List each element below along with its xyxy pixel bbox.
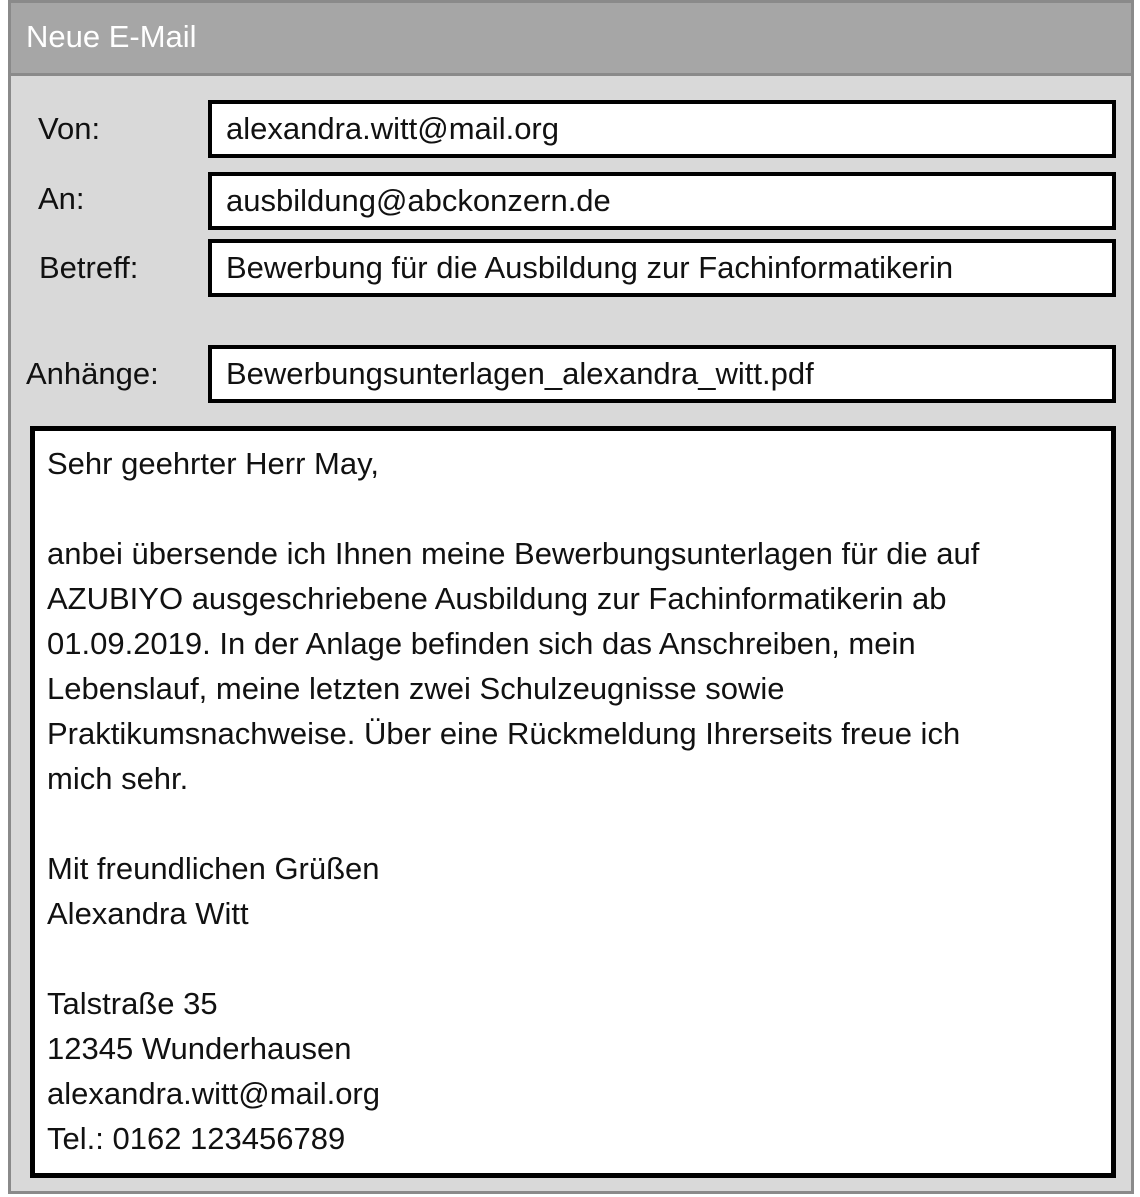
subject-field[interactable] — [208, 239, 1116, 297]
message-line: 01.09.2019. In der Anlage befinden sich das Anschreiben, mein — [47, 626, 916, 661]
title-bar — [11, 3, 1131, 76]
to-field[interactable] — [208, 172, 1116, 230]
blank-line — [47, 936, 1111, 981]
blank-line — [47, 801, 1111, 846]
message-line: AZUBIYO ausgeschriebene Ausbildung zur Fachinformatikerin ab — [47, 581, 947, 616]
window-title: Neue E-Mail — [26, 19, 197, 54]
from-field[interactable] — [208, 100, 1116, 158]
address-line: 12345 Wunderhausen — [47, 1031, 352, 1066]
blank-line — [47, 486, 1111, 531]
subject-label: Betreff: — [39, 250, 139, 285]
message-body[interactable] — [30, 426, 1116, 1178]
address-line: Talstraße 35 — [47, 986, 218, 1021]
message-line: Praktikumsnachweise. Über eine Rückmeldung Ihrerseits freue ich — [47, 716, 961, 751]
message-line: Lebenslauf, meine letzten zwei Schulzeugnisse sowie — [47, 671, 785, 706]
signature-name: Alexandra Witt — [47, 896, 249, 931]
address-line: Tel.: 0162 123456789 — [47, 1121, 346, 1156]
from-label: Von: — [38, 111, 101, 146]
message-greeting: Sehr geehrter Herr May, — [47, 446, 379, 481]
attachments-field[interactable] — [208, 345, 1116, 403]
address-line: alexandra.witt@mail.org — [47, 1076, 380, 1111]
attachments-label: Anhänge: — [26, 356, 159, 391]
message-line: anbei übersende ich Ihnen meine Bewerbungsunterlagen für die auf — [47, 536, 980, 571]
email-compose-window — [8, 0, 1134, 1194]
to-label: An: — [38, 181, 85, 216]
message-line: mich sehr. — [47, 761, 189, 796]
message-closing: Mit freundlichen Grüßen — [47, 851, 380, 886]
